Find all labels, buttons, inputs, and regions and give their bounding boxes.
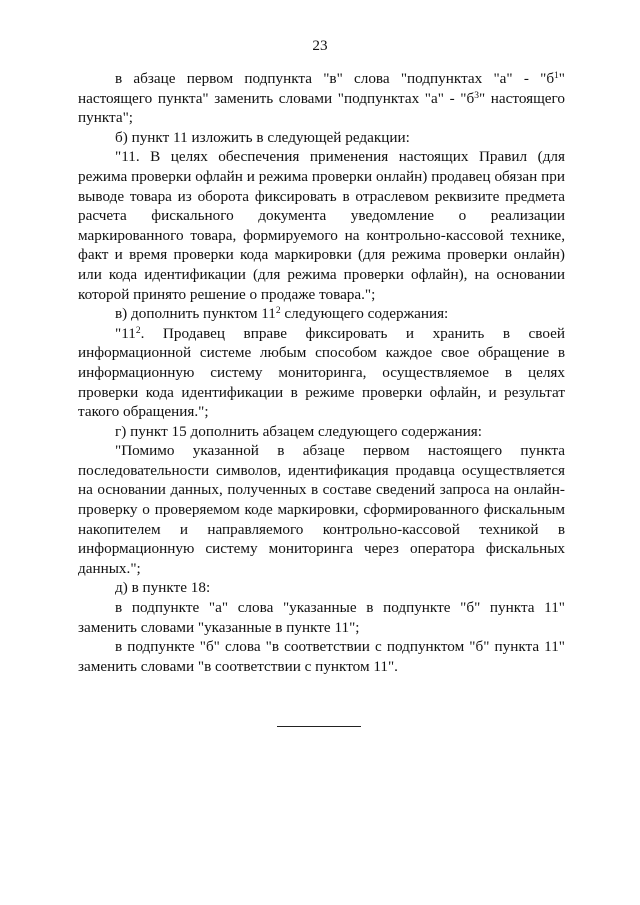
- paragraph-text: в подпункте "б" слова "в соответствии с подпунктом "б" пункта 11" заменить словами "в соответствии с пунктом 11".: [78, 638, 565, 675]
- paragraph-g-heading: [78, 422, 565, 442]
- paragraph-text: следующего содержания:: [280, 305, 449, 323]
- paragraph-text: б) пункт 11 изложить в следующей редакции:: [115, 128, 410, 146]
- paragraph-text: " настоящего пункта";: [78, 89, 565, 127]
- paragraph-text: г) пункт 15 дополнить абзацем следующего содержания:: [115, 422, 482, 440]
- paragraph-text: . Продавец вправе фиксировать и хранить в своей информационной системе любым способом каждое свое обращение в информационную систему мониторинга, осуществляемое в целях проверки кода идентификации в режиме проверки офлайн, и результат такого обращения.";: [78, 324, 565, 421]
- paragraph-subpoint-b-amendment: [78, 637, 565, 676]
- end-divider: [277, 726, 361, 727]
- superscript: 2: [135, 325, 141, 336]
- paragraph-text: д) в пункте 18:: [115, 579, 211, 597]
- paragraph-text: " настоящего пункта" заменить словами "подпунктах "а" - "б: [78, 70, 565, 107]
- paragraph-point-11-2-text: [78, 324, 565, 422]
- paragraph-b-heading: [78, 128, 565, 148]
- superscript: 3: [474, 90, 479, 101]
- paragraph-text: в абзаце первом подпункта "в" слова "подпунктах "а" - "б: [115, 70, 555, 87]
- superscript: 2: [275, 306, 281, 317]
- page-number: 23: [312, 37, 328, 54]
- text-body: [78, 69, 565, 676]
- paragraph-text: в подпункте "а" слова "указанные в подпункте "б" пункта 11" заменить словами "указанные в пункте 11";: [78, 599, 565, 636]
- paragraph-d-heading: [78, 578, 565, 598]
- paragraph-subpoint-a-amendment: [78, 598, 565, 637]
- paragraph-v-heading: [78, 304, 565, 324]
- paragraph-subpoint-v-amendment: [78, 69, 565, 128]
- paragraph-point-11-text: [78, 147, 565, 304]
- paragraph-point-15-text: [78, 441, 565, 578]
- paragraph-text: "Помимо указанной в абзаце первом настоящего пункта последовательности символов, идентификация продавца осуществляется на основании данных, полученных в составе сведений запроса на онлайн-проверку о проверяемом коде маркировки, сформированного фискальным накопителем и направляемого контрольно-кассовой техникой в информационную систему мониторинга через оператора фискальных данных.";: [78, 442, 565, 577]
- superscript: 1: [554, 71, 559, 81]
- paragraph-text: в) дополнить пунктом 11: [115, 305, 276, 323]
- paragraph-text: "11: [115, 324, 136, 342]
- paragraph-text: "11. В целях обеспечения применения настоящих Правил (для режима проверки офлайн и режима проверки онлайн) продавец обязан при выводе товара из оборота фиксировать в отраслевом реквизите предмета расчета фискального документа уведомление о реализации маркированного товара, формируемого на контрольно-кассовой технике, факт и время проверки кода маркировки (для режима проверки онлайн) или кода идентификации (для режима проверки офлайн), на основании которой принято решение о продаже товара.";: [78, 148, 565, 303]
